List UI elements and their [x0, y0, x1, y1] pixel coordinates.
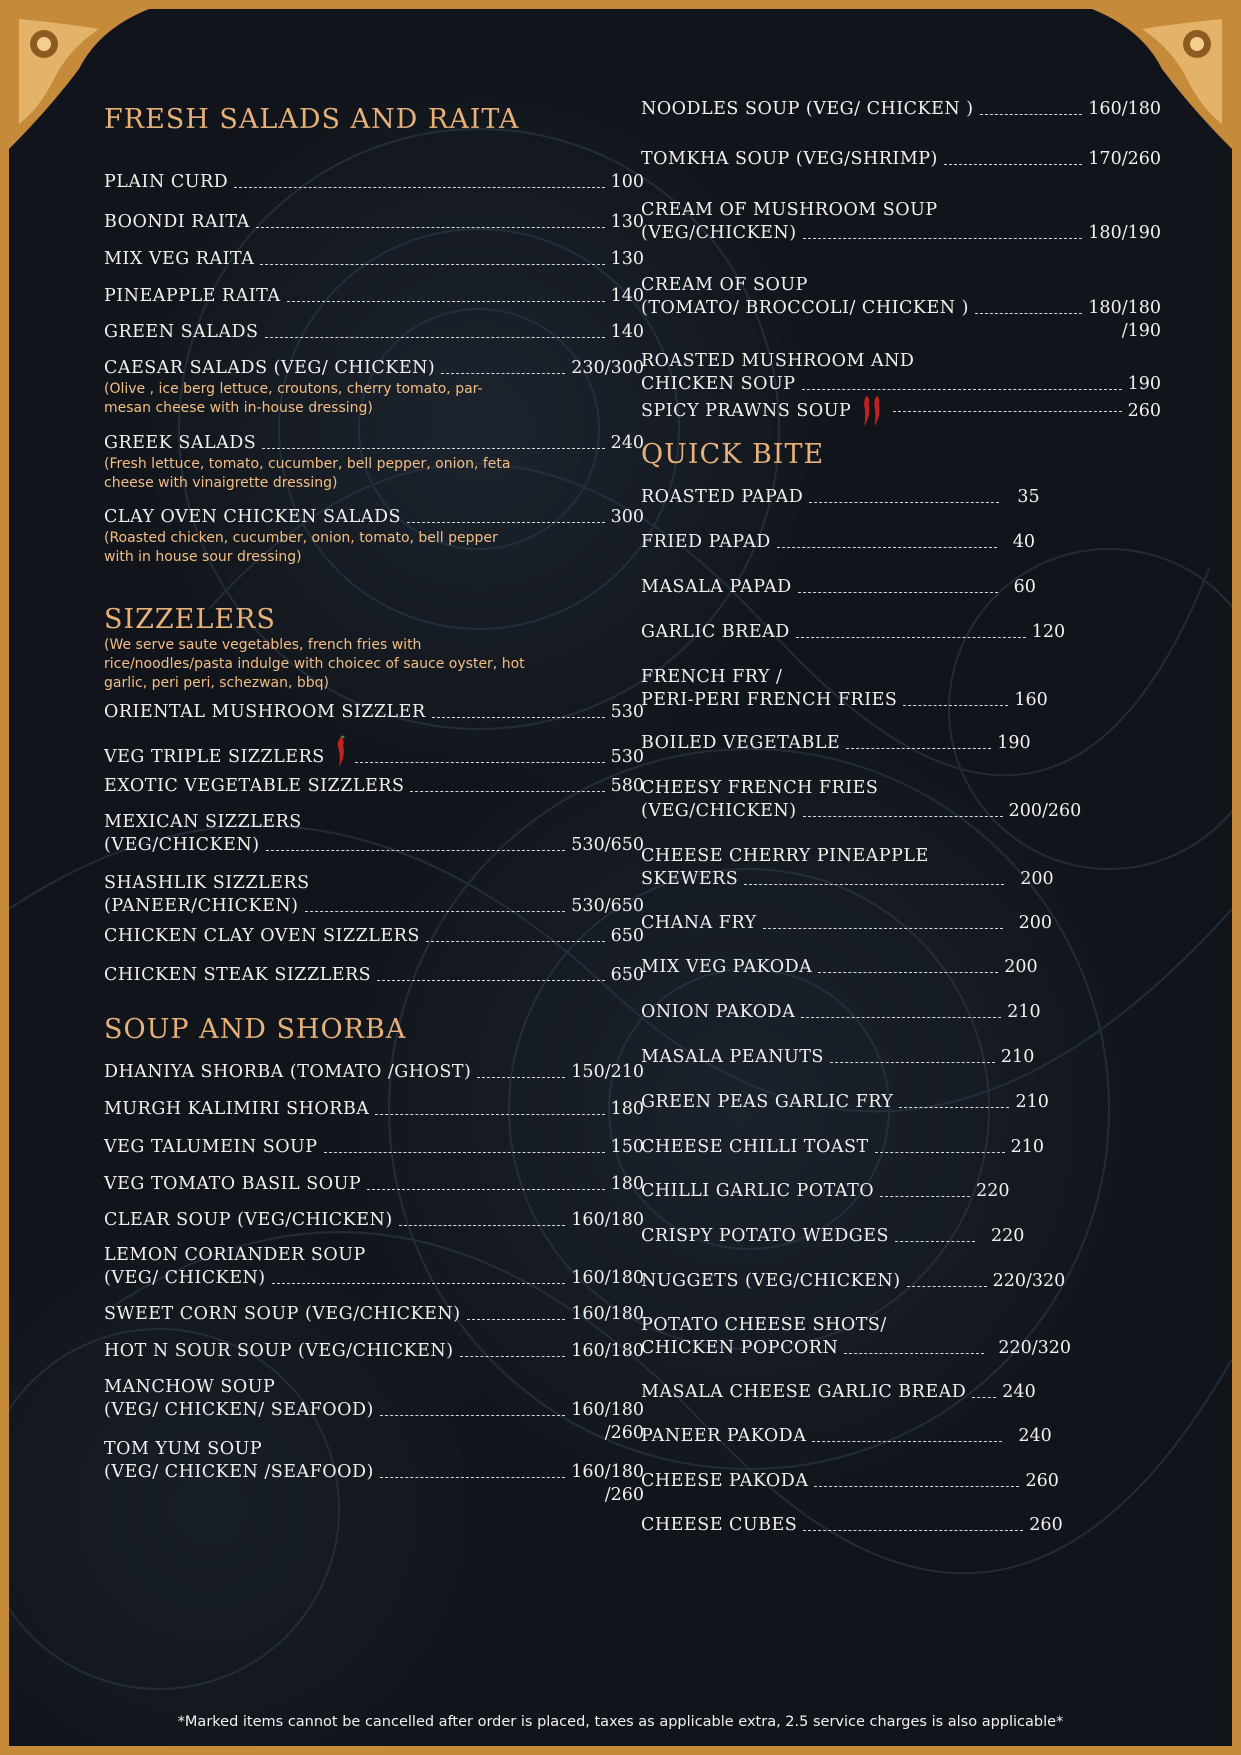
- menu-item: PINEAPPLE RAITA 140: [104, 286, 644, 306]
- menu-item: TOM YUM SOUP (VEG/ CHICKEN /SEAFOOD) 160/180 /260: [104, 1439, 644, 1505]
- menu-item: MASALA PAPAD 60: [641, 577, 1036, 597]
- menu-item: SHASHLIK SIZZLERS (PANEER/CHICKEN) 530/650: [104, 873, 644, 916]
- menu-item: CHANA FRY 200: [641, 913, 1053, 933]
- menu-item: PANEER PAKODA 240: [641, 1426, 1052, 1446]
- menu-item: MEXICAN SIZZLERS (VEG/CHICKEN) 530/650: [104, 812, 644, 855]
- menu-item: MASALA PEANUTS 210: [641, 1047, 1035, 1067]
- menu-item: VEG TRIPLE SIZZLERS 530: [104, 735, 644, 769]
- menu-item: FRIED PAPAD 40: [641, 532, 1036, 552]
- menu-item: EXOTIC VEGETABLE SIZZLERS 580: [104, 776, 644, 796]
- menu-item: CREAM OF SOUP (TOMATO/ BROCCOLI/ CHICKEN ) 180/180 /190: [641, 275, 1161, 341]
- chili-icon: [331, 735, 349, 769]
- menu-item: CLEAR SOUP (VEG/CHICKEN) 160/180: [104, 1210, 644, 1230]
- menu-item: HOT N SOUR SOUP (VEG/CHICKEN) 160/180: [104, 1341, 644, 1361]
- menu-item: CHEESE PAKODA 260: [641, 1471, 1059, 1491]
- item-description: (Fresh lettuce, tomato, cucumber, bell pepper, onion, feta cheese with vinaigrette dressing): [104, 456, 511, 491]
- menu-item: FRENCH FRY / PERI-PERI FRENCH FRIES 160: [641, 667, 1048, 710]
- menu-item: MASALA CHEESE GARLIC BREAD 240: [641, 1382, 1036, 1402]
- salads-heading: FRESH SALADS AND RAITA: [104, 104, 520, 135]
- menu-item: CHICKEN CLAY OVEN SIZZLERS 650: [104, 926, 644, 946]
- item-description: (Olive , ice berg lettuce, croutons, cherry tomato, par-mesan cheese with in-house dressing): [104, 381, 483, 416]
- menu-item: LEMON CORIANDER SOUP (VEG/ CHICKEN) 160/180: [104, 1245, 644, 1288]
- menu-item: NUGGETS (VEG/CHICKEN) 220/320: [641, 1271, 1066, 1291]
- sizzlers-heading: SIZZELERS: [104, 604, 276, 635]
- footer-note: *Marked items cannot be cancelled after order is placed, taxes as applicable extra, 2.5 service charges is also applicable*: [177, 1714, 1064, 1730]
- menu-item: SWEET CORN SOUP (VEG/CHICKEN) 160/180: [104, 1304, 644, 1324]
- menu-item: DHANIYA SHORBA (TOMATO /GHOST) 150/210: [104, 1062, 644, 1082]
- menu-item: ROASTED PAPAD 35: [641, 487, 1040, 507]
- menu-item: ONION PAKODA 210: [641, 1002, 1041, 1022]
- menu-item: CAESAR SALADS (VEG/ CHICKEN) 230/300 (Olive , ice berg lettuce, croutons, cherry tomato, par-mesan cheese with in-house dressing): [104, 358, 644, 416]
- menu-item: POTATO CHEESE SHOTS/ CHICKEN POPCORN 220/320: [641, 1315, 1072, 1358]
- menu-item: SPICY PRAWNS SOUP 260: [641, 394, 1161, 428]
- menu-item: TOMKHA SOUP (VEG/SHRIMP) 170/260: [641, 149, 1161, 169]
- menu-item: ROASTED MUSHROOM AND CHICKEN SOUP 190: [641, 351, 1161, 394]
- corner-ornament-right: [1092, 9, 1232, 149]
- menu-item: GREEN SALADS 140: [104, 322, 644, 342]
- menu-item: MURGH KALIMIRI SHORBA 180: [104, 1099, 644, 1119]
- menu-item: CHEESE CHERRY PINEAPPLE SKEWERS 200: [641, 846, 1054, 889]
- menu-item: NOODLES SOUP (VEG/ CHICKEN ) 160/180: [641, 99, 1161, 119]
- menu-item: ORIENTAL MUSHROOM SIZZLER 530: [104, 702, 644, 722]
- menu-item: CRISPY POTATO WEDGES 220: [641, 1226, 1025, 1246]
- menu-item: GREEK SALADS 240 (Fresh lettuce, tomato, cucumber, bell pepper, onion, feta cheese with vinaigrette dressing): [104, 433, 644, 491]
- menu-item: CREAM OF MUSHROOM SOUP (VEG/CHICKEN) 180/190: [641, 200, 1161, 243]
- menu-item: CHICKEN STEAK SIZZLERS 650: [104, 965, 644, 985]
- menu-item: MIX VEG PAKODA 200: [641, 957, 1038, 977]
- menu-item: BOILED VEGETABLE 190: [641, 733, 1031, 753]
- quick-bite-heading: QUICK BITE: [641, 439, 825, 470]
- chili-icon: [857, 394, 887, 428]
- menu-item: MIX VEG RAITA 130: [104, 249, 644, 269]
- soup-heading: SOUP AND SHORBA: [104, 1014, 407, 1045]
- menu-item: CHEESE CHILLI TOAST 210: [641, 1137, 1045, 1157]
- menu-item: CLAY OVEN CHICKEN SALADS 300 (Roasted chicken, cucumber, onion, tomato, bell pepper with in house sour dressing): [104, 507, 644, 565]
- menu-item: CHEESE CUBES 260: [641, 1515, 1063, 1535]
- menu-item: BOONDI RAITA 130: [104, 212, 644, 232]
- menu-item: GARLIC BREAD 120: [641, 622, 1066, 642]
- menu-item: CHEESY FRENCH FRIES (VEG/CHICKEN) 200/260: [641, 778, 1082, 821]
- menu-item: GREEN PEAS GARLIC FRY 210: [641, 1092, 1049, 1112]
- menu-page: [9, 9, 1232, 1746]
- menu-item: MANCHOW SOUP (VEG/ CHICKEN/ SEAFOOD) 160/180 /260: [104, 1377, 644, 1443]
- menu-item: VEG TALUMEIN SOUP 150: [104, 1137, 644, 1157]
- sizzlers-note: (We serve saute vegetables, french fries with rice/noodles/pasta indulge with choicec of sauce oyster, hot garlic, peri peri, schezwan, bbq): [104, 637, 525, 691]
- menu-item: VEG TOMATO BASIL SOUP 180: [104, 1174, 644, 1194]
- menu-item: CHILLI GARLIC POTATO 220: [641, 1181, 1010, 1201]
- menu-item: PLAIN CURD 100: [104, 172, 644, 192]
- item-description: (Roasted chicken, cucumber, onion, tomato, bell pepper with in house sour dressing): [104, 530, 498, 565]
